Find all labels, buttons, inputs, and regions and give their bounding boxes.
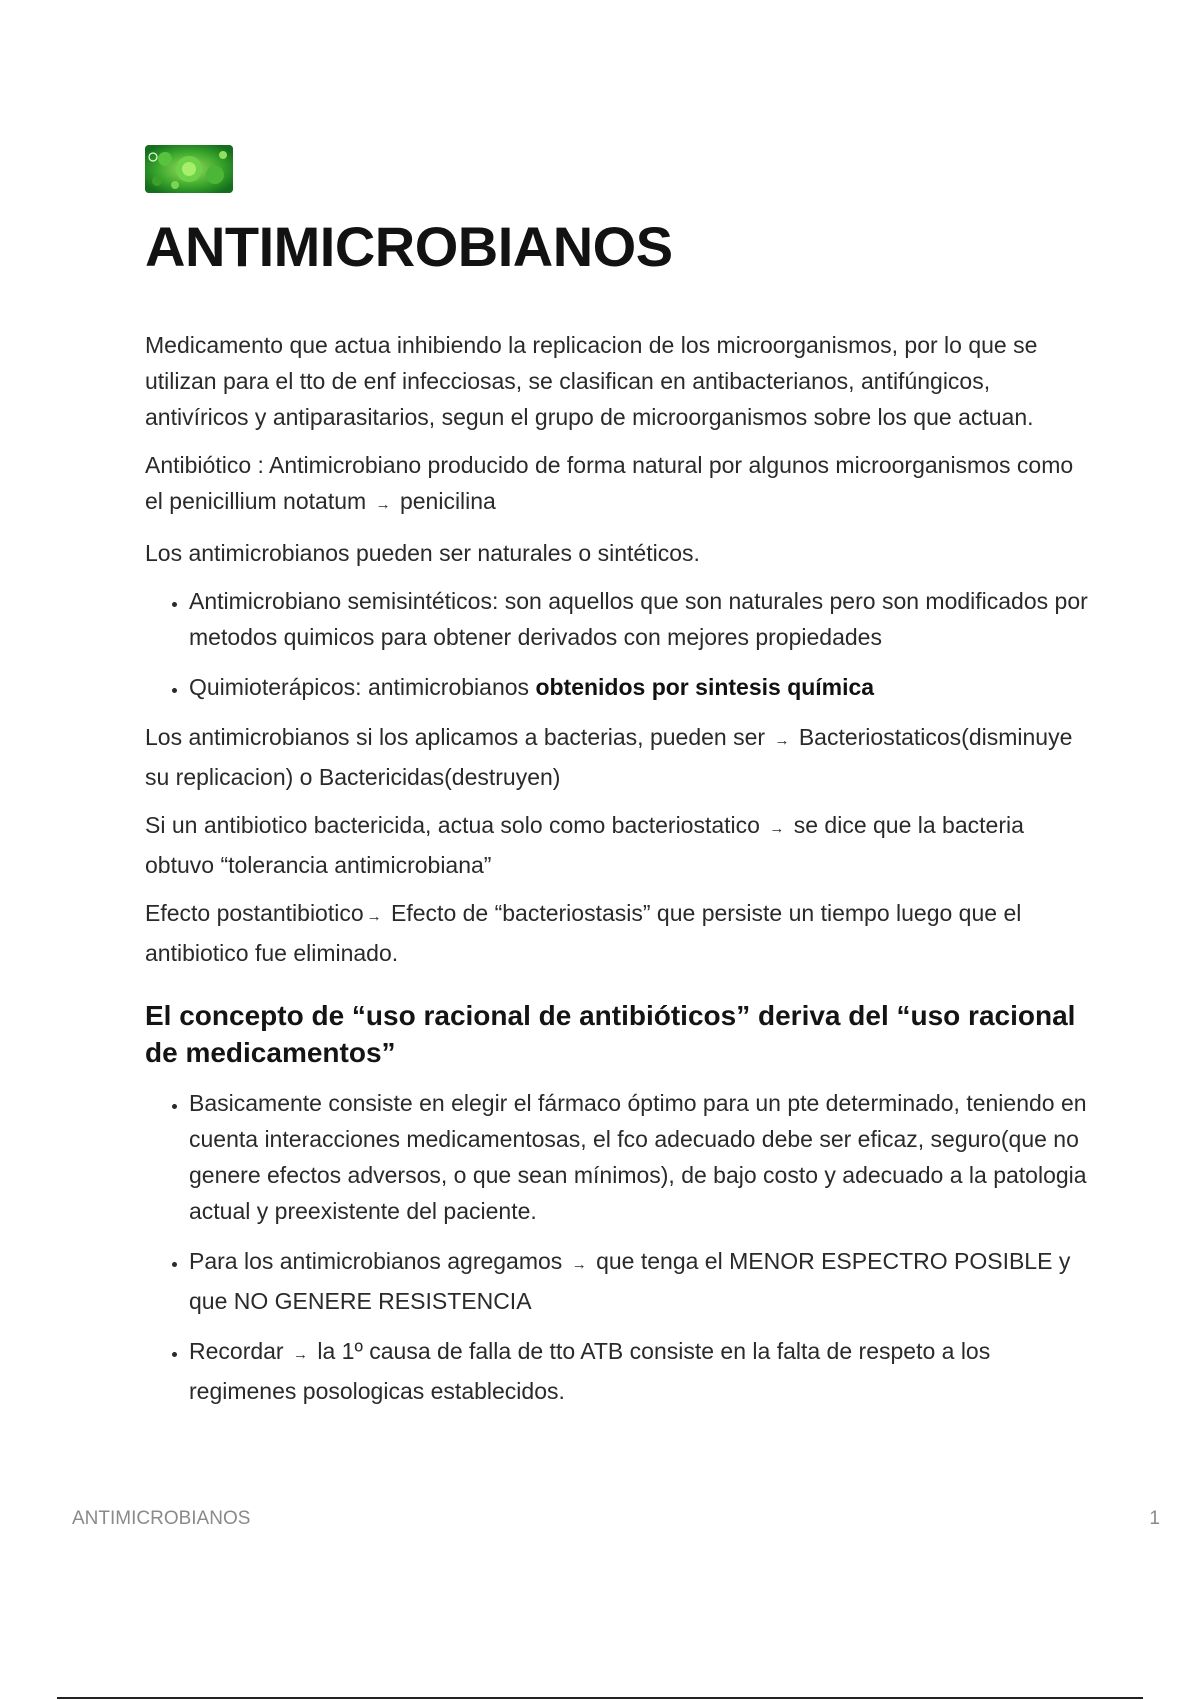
list-item-basicamente: • Basicamente consiste en elegir el fármaco óptimo para un pte determinado, teniendo en cuenta interacciones medicamentosas, el fco adecuado debe ser eficaz, seguro(que no genere efectos adversos, o que sean mínimos), de bajo costo y adecuado a la patologia actual y preexistente del paciente. — [189, 1085, 1095, 1229]
list-item-recordar-text: Recordar — [189, 1338, 284, 1365]
section-heading-uso-racional: El concepto de “uso racional de antibióticos” deriva del “uso racional de medicamentos” — [145, 1000, 1076, 1069]
paragraph-antibiotico-text: Antibiótico : Antimicrobiano producido de forma natural por algunos microorganismos como el penicillium notatum — [145, 452, 1074, 515]
paragraph-antibiotico-result: penicilina — [399, 488, 496, 515]
footer-page-number: 1 — [1149, 1508, 1160, 1529]
microorganism-cover-icon — [145, 145, 233, 193]
list-item-quimioterapicos — [189, 669, 1095, 705]
arrow-icon: → — [293, 1346, 308, 1364]
list-item-antimicrobianos-text: Para los antimicrobianos agregamos — [189, 1248, 563, 1275]
paragraph-tolerancia — [145, 807, 1095, 883]
list-item-antimicrobianos-result: que tenga el MENOR ESPECTRO POSIBLE y que NO GENERE RESISTENCIA — [189, 1248, 1071, 1315]
page-bottom-divider — [57, 1697, 1143, 1699]
paragraph-naturales: Los antimicrobianos pueden ser naturales o sintéticos. — [145, 540, 700, 567]
arrow-icon: → — [769, 820, 785, 838]
page-title: ANTIMICROBIANOS — [145, 215, 673, 278]
footer-document-title: ANTIMICROBIANOS — [72, 1508, 251, 1529]
paragraph-bacterias-result: Bacteriostaticos(disminuye su replicacion) o Bactericidas(destruyen) — [145, 724, 1073, 791]
document-body — [145, 327, 1095, 1409]
paragraph-antibiotico — [145, 447, 1095, 523]
page-content — [145, 145, 1095, 1423]
list-item-recordar-result: la 1º causa de falla de tto ATB consiste en la falta de respeto a los regimenes posologicas establecidos. — [189, 1338, 991, 1405]
paragraph-postantibiotico-result: Efecto de “bacteriostasis” que persiste un tiempo luego que el antibiotico fue eliminado. — [145, 900, 1022, 967]
paragraph-postantibiotico — [145, 895, 1095, 971]
list-tipos — [145, 583, 1095, 705]
list-item-semisinteticos: • Antimicrobiano semisintéticos: son aquellos que son naturales pero son modificados por metodos quimicos para obtener derivados con mejores propiedades — [189, 583, 1095, 655]
paragraph-tolerancia-text: Si un antibiotico bactericida, actua solo como bacteriostatico — [145, 812, 760, 839]
paragraph-tolerancia-result: se dice que la bacteria obtuvo “tolerancia antimicrobiana” — [145, 812, 1024, 879]
arrow-icon: → — [571, 1256, 587, 1274]
paragraph-bacterias — [145, 719, 1095, 795]
paragraph-definition: Medicamento que actua inhibiendo la replicacion de los microorganismos, por lo que se utilizan para el tto de enf infecciosas, se clasifican en antibacterianos, antifúngicos, antivíricos y antiparasitarios, segun el grupo de microorganismos sobre los que actuan. — [145, 332, 1038, 431]
arrow-icon: → — [774, 732, 790, 750]
list-item-quimioterapicos-text: Quimioterápicos: antimicrobianos — [189, 674, 536, 701]
arrow-icon: → — [375, 496, 391, 514]
paragraph-bacterias-text: Los antimicrobianos si los aplicamos a bacterias, pueden ser — [145, 724, 766, 751]
arrow-icon: → — [366, 908, 382, 926]
paragraph-postantibiotico-text: Efecto postantibiotico — [145, 900, 364, 927]
list-item-quimioterapicos-bold: obtenidos por sintesis química — [535, 674, 875, 701]
list-item-antimicrobianos — [189, 1243, 1095, 1319]
list-item-recordar — [189, 1333, 1095, 1409]
list-uso-racional — [145, 1085, 1095, 1409]
